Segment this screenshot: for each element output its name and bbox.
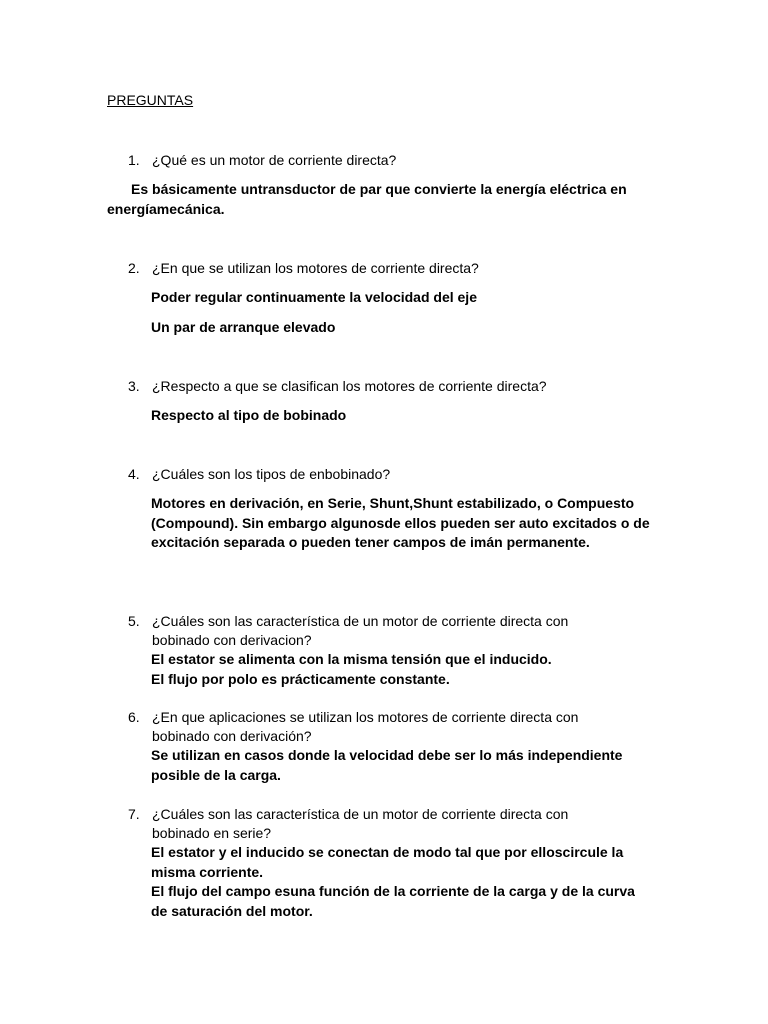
question-7 (128, 805, 628, 843)
question-number: 7. (128, 806, 140, 822)
answer-7a (151, 843, 666, 882)
question-text: ¿Cuáles son los tipos de enbobinado? (152, 466, 391, 482)
page-title: PREGUNTAS (107, 92, 194, 108)
answer-2b (151, 318, 671, 338)
answer-text: Respecto al tipo de bobinado (151, 407, 347, 423)
question-number: 3. (128, 378, 140, 394)
answer-6 (151, 746, 666, 785)
question-number: 2. (128, 260, 140, 276)
question-text: ¿Cuáles son las característica de un motor de corriente directa con bobinado en serie? (152, 806, 569, 841)
question-3 (128, 377, 648, 396)
answer-5a (151, 650, 671, 670)
answer-text: Se utilizan en casos donde la velocidad debe ser lo más independiente posible de la carga. (151, 747, 623, 783)
answer-text: El estator y el inducido se conectan de modo tal que por elloscircule la misma corriente. (151, 844, 624, 880)
answer-5b (151, 670, 671, 690)
question-number: 5. (128, 613, 140, 629)
question-number: 4. (128, 466, 140, 482)
question-text: ¿Cuáles son las característica de un motor de corriente directa con bobinado con derivacion? (152, 613, 569, 648)
answer-text: Un par de arranque elevado (151, 319, 336, 335)
question-number: 6. (128, 709, 140, 725)
question-6 (128, 708, 628, 746)
answer-text: El flujo del campo esuna función de la corriente de la carga y de la curva de saturación del motor. (151, 883, 635, 919)
answer-2a (151, 288, 671, 308)
answer-text: El estator se alimenta con la misma tensión que el inducido. (151, 651, 552, 667)
answer-7b (151, 882, 641, 921)
question-1 (128, 151, 648, 170)
answer-3 (151, 406, 671, 426)
answer-4 (151, 494, 651, 553)
question-text: ¿En que aplicaciones se utilizan los motores de corriente directa con bobinado con derivación? (152, 709, 579, 744)
question-text: ¿En que se utilizan los motores de corriente directa? (152, 260, 479, 276)
question-number: 1. (128, 152, 140, 168)
question-text: ¿Qué es un motor de corriente directa? (152, 152, 397, 168)
question-2 (128, 259, 648, 278)
answer-text: Es básicamente untransductor de par que convierte la energía eléctrica en energíamecánica. (107, 181, 627, 217)
question-text: ¿Respecto a que se clasifican los motores de corriente directa? (152, 378, 547, 394)
answer-1 (107, 180, 652, 219)
question-5 (128, 612, 628, 650)
answer-text: Motores en derivación, en Serie, Shunt,Shunt estabilizado, o Compuesto (Compound). Sin embargo algunosde ellos pueden ser auto excitados o de excitación separada o pueden tener campos de imán permanente. (151, 495, 650, 550)
answer-text: El flujo por polo es prácticamente constante. (151, 671, 450, 687)
question-4 (128, 465, 648, 484)
answer-text: Poder regular continuamente la velocidad del eje (151, 289, 477, 305)
